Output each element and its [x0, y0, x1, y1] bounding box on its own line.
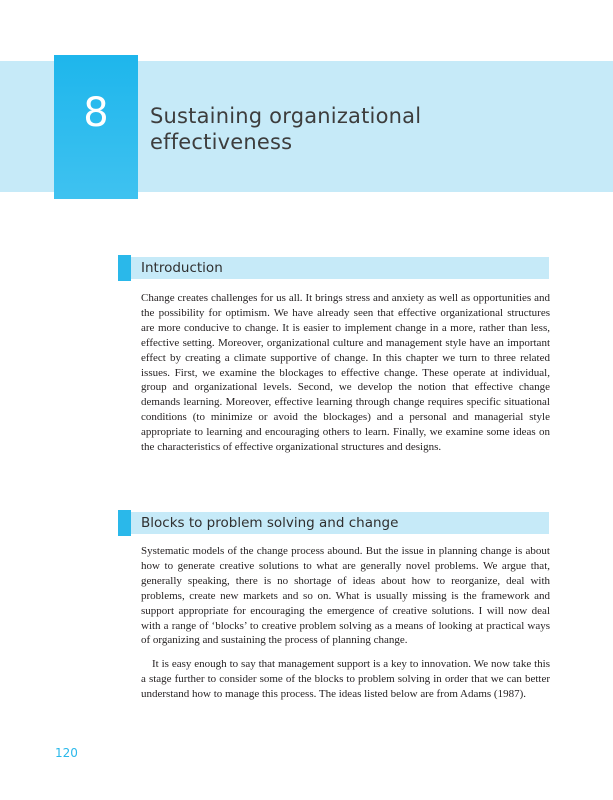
section-heading-blocks: [118, 512, 549, 534]
section-heading-marker: [118, 255, 131, 281]
chapter-title-line-2: effectiveness: [150, 130, 293, 154]
section-heading-label: Blocks to problem solving and change: [141, 515, 399, 531]
chapter-number: 8: [83, 90, 109, 136]
section-heading-marker: [118, 510, 131, 536]
page-number: 120: [55, 746, 78, 760]
blocks-paragraph-2: It is easy enough to say that management support is a key to innovation. We now take this a stage further to consider some of the blocks to problem solving in order that we can better understand how to manage this process. The ideas listed below are from Adams (1987).: [141, 658, 550, 700]
section-heading-introduction: [118, 257, 549, 279]
section-heading-label: Introduction: [141, 260, 223, 276]
chapter-title-line-1: Sustaining organizational: [150, 104, 422, 128]
blocks-paragraph-1: Systematic models of the change process abound. But the issue in planning change is about how to generate creative solutions to what are generally novel problems. We argue that, generally speaking, there is no shortage of ideas about how to reorganize, deal with problems, create new markets and so on. What is usually missing is the framework and support appropriate for encouraging the emergence of creative solutions. I will now deal with a range of ‘blocks’ to creative problem solving as a means of looking at practical ways of organizing and sustaining the process of planning change.: [141, 545, 550, 647]
introduction-paragraph: Change creates challenges for us all. It brings stress and anxiety as well as opportunities and the possibility for optimism. We have already seen that effective organizational structures are more conducive to change. It is easier to implement change in a more, rather than less, effective setting. Moreover, organizational culture and management style have an important effect by creating a climate supportive of change. In this chapter we turn to three related issues. First, we examine the blockages to effective change. These operate at individual, group and organizational levels. Second, we develop the notion that effective change demands learning. Moreover, effective learning through change requires specific situational conditions (to minimize or avoid the blockages) and a personal and managerial style appropriate to learning and encouraging others to learn. Finally, we examine some ideas on the characteristics of effective organizational structures and designs.: [141, 292, 550, 454]
chapter-title: [150, 103, 570, 155]
chapter-number-box: [54, 55, 138, 199]
